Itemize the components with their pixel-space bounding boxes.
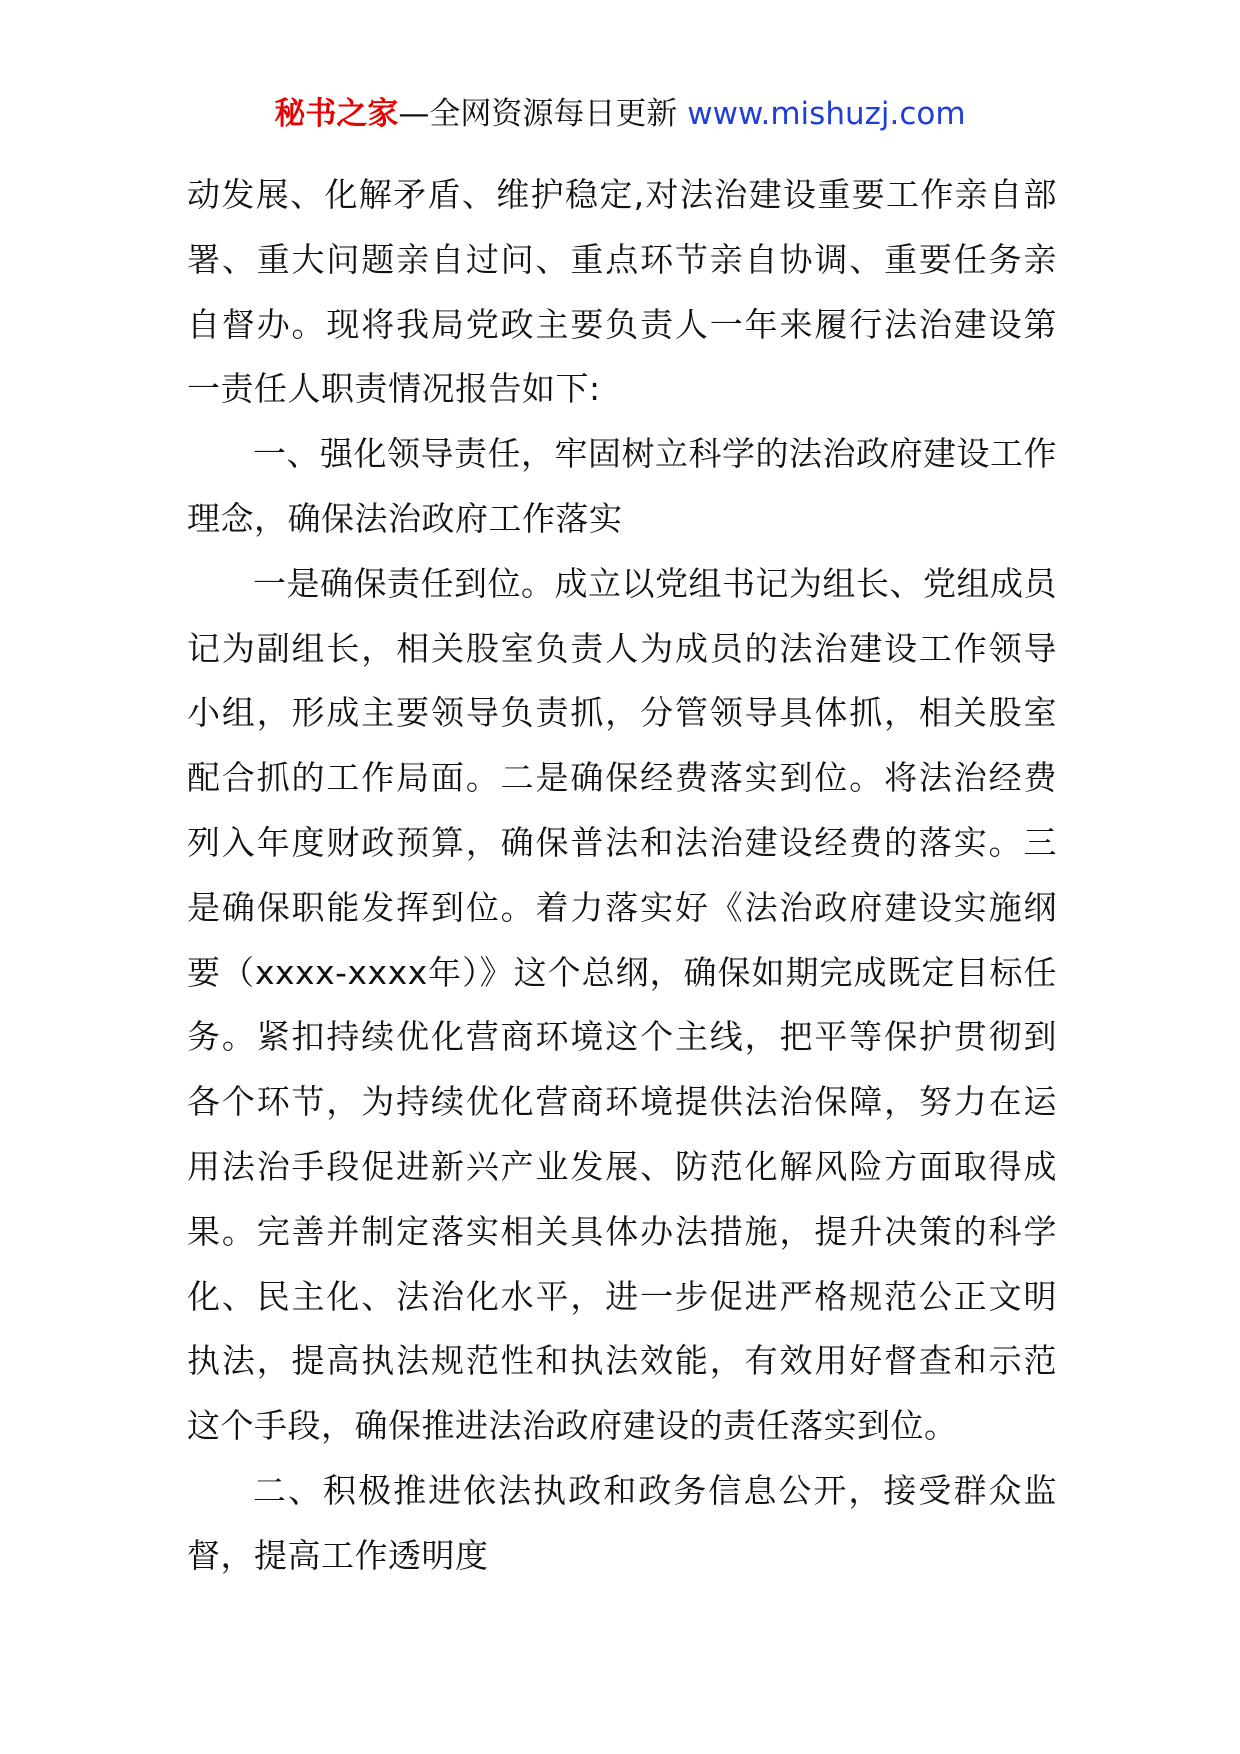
section-heading-1: 一、强化领导责任，牢固树立科学的法治政府建设工作理念，确保法治政府工作落实 [187, 434, 1057, 538]
paragraph-section-1: 一是确保责任到位。成立以党组书记为组长、党组成员记为副组长，相关股室负责人为成员的法治建设工作领导小组，形成主要领导负责抓，分管领导具体抓，相关股室配合抓的工作局面。二是确保经费落实到位。将法治经费列入年度财政预算，确保普法和法治建设经费的落实。三是确保职能发挥到位。着力落实好《法治政府建设实施纲要（xxxx-xxxx年）》这个总纲，确保如期完成既定目标任务。紧扣持续优化营商环境这个主线，把平等保护贯彻到各个环节，为持续优化营商环境提供法治保障，努力在运用法治手段促进新兴产业发展、防范化解风险方面取得成果。完善并制定落实相关具体办法措施，提升决策的科学化、民主化、法治化水平，进一步促进严格规范公正文明执法，提高执法规范性和执法效能，有效用好督查和示范这个手段，确保推进法治政府建设的责任落实到位。 [187, 563, 1057, 1446]
paragraph-continuation: 动发展、化解矛盾、维护稳定,对法治建设重要工作亲自部署、重大问题亲自过问、重点环节亲自协调、重要任务亲自督办。现将我局党政主要负责人一年来履行法治建设第一责任人职责情况报告如下: [187, 175, 1057, 409]
brand-name: 秘书之家 [274, 96, 399, 132]
page-header [0, 94, 1240, 134]
website-link[interactable]: www.mishuzj.com [687, 96, 966, 132]
section-heading-2: 二、积极推进依法执政和政务信息公开，接受群众监督，提高工作透明度 [187, 1470, 1057, 1575]
document-body [187, 163, 1057, 1589]
header-tagline: —全网资源每日更新 [398, 96, 678, 132]
